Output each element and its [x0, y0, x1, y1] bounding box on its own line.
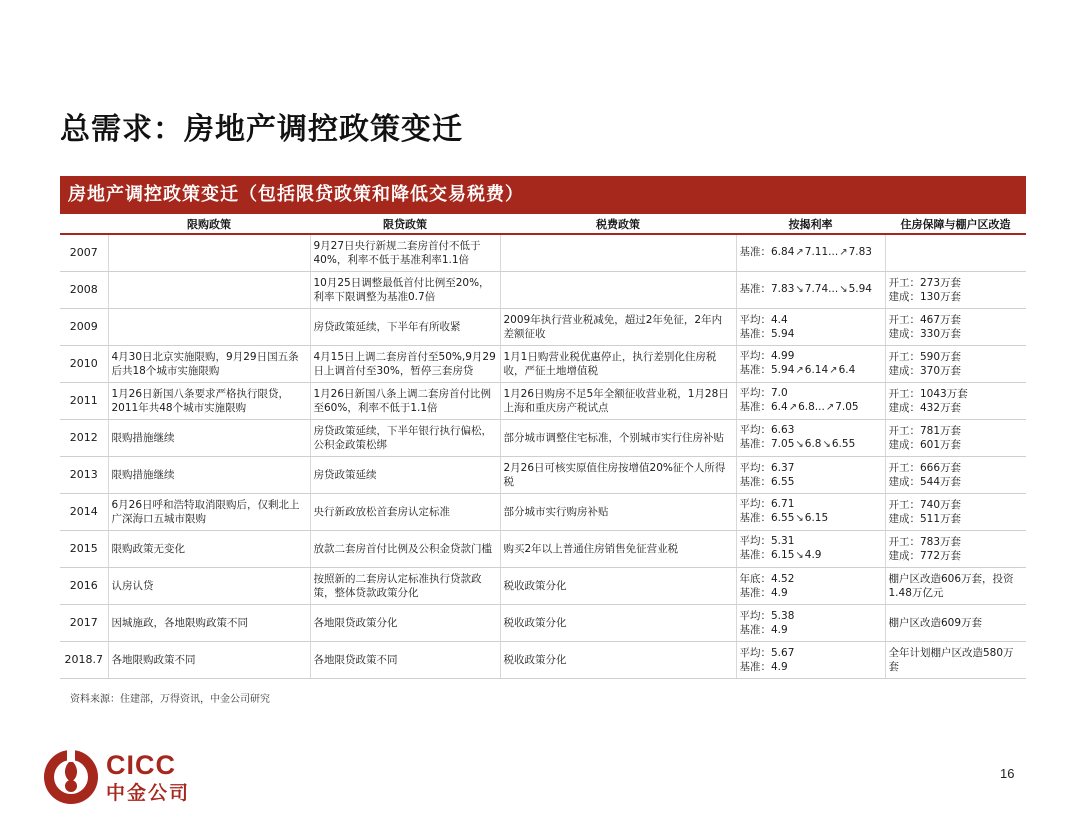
loan-policy-cell: 10月25日调整最低首付比例至20%，利率下限调整为基准0.7倍: [310, 271, 500, 308]
header-loan-policy: 限贷政策: [310, 214, 500, 234]
purchase-policy-cell: [108, 234, 310, 271]
arrow-up-right-icon: ↗: [795, 365, 804, 376]
table-row: [60, 234, 1026, 271]
cicc-logo-mark-icon: [42, 748, 100, 806]
rate-value: 6.14: [804, 364, 829, 376]
housing-security-cell: 棚户区改造606万套，投资1.48万亿元: [885, 567, 1026, 604]
source-note: 资料来源：住建部，万得资讯，中金公司研究: [70, 694, 270, 705]
mortgage-rate-cell: [736, 641, 885, 678]
arrow-down-right-icon: ↘: [795, 284, 804, 295]
rate-value: 4.99: [771, 350, 795, 362]
rate-value: 6.4: [838, 364, 856, 376]
rate-prefix: 基准：: [739, 586, 771, 599]
year-cell: 2007: [60, 234, 108, 271]
rate-value: 6.4: [771, 401, 788, 413]
rate-line: [740, 497, 882, 511]
table-banner: 房地产调控政策变迁（包括限贷政策和降低交易税费）: [60, 176, 1026, 214]
year-cell: 2008: [60, 271, 108, 308]
rate-line: [740, 386, 882, 400]
year-cell: 2012: [60, 419, 108, 456]
arrow-up-right-icon: ↗: [829, 365, 838, 376]
rate-prefix: 平均：: [739, 313, 771, 326]
purchase-policy-cell: 限购措施继续: [108, 456, 310, 493]
tax-policy-cell: 税收政策分化: [500, 604, 736, 641]
arrow-down-right-icon: ↘: [795, 513, 804, 524]
rate-line: [740, 423, 882, 437]
header-tax-policy: 税费政策: [500, 214, 736, 234]
mortgage-rate-cell: [736, 530, 885, 567]
rate-prefix: 平均：: [739, 461, 771, 474]
table-row: [60, 271, 1026, 308]
rate-prefix: 平均：: [739, 646, 771, 659]
mortgage-rate-cell: [736, 604, 885, 641]
table-row: [60, 567, 1026, 604]
rate-prefix: 平均：: [739, 387, 771, 399]
rate-value: 7.05: [835, 401, 859, 413]
page-number: 16: [1000, 766, 1015, 781]
rate-prefix: 基准：: [739, 475, 771, 488]
loan-policy-cell: 1月26日新国八条上调二套房首付比例至60%，利率不低于1.1倍: [310, 382, 500, 419]
mortgage-rate-cell: [736, 382, 885, 419]
rate-value: 6.55: [831, 438, 856, 450]
purchase-policy-cell: 1月26日新国八条要求严格执行限贷，2011年共48个城市实施限购: [108, 382, 310, 419]
housing-security-cell: 开工：273万套 建成：130万套: [885, 271, 1026, 308]
arrow-up-right-icon: ↗: [788, 402, 798, 413]
arrow-down-right-icon: ↘: [795, 550, 804, 561]
rate-line: [740, 282, 882, 297]
rate-prefix: 基准：: [739, 401, 771, 413]
year-cell: 2009: [60, 308, 108, 345]
rate-prefix: 平均：: [739, 350, 771, 362]
mortgage-rate-cell: [736, 308, 885, 345]
arrow-up-right-icon: ↗: [795, 247, 804, 259]
housing-security-cell: 开工：590万套 建成：370万套: [885, 345, 1026, 382]
year-cell: 2013: [60, 456, 108, 493]
header-housing-security: 住房保障与棚户区改造: [885, 214, 1026, 234]
loan-policy-cell: 房贷政策延续，下半年银行执行偏松，公积金政策松绑: [310, 419, 500, 456]
rate-line: [740, 363, 882, 378]
mortgage-rate-cell: [736, 345, 885, 382]
header-year: [60, 214, 108, 234]
table-row: [60, 530, 1026, 567]
rate-prefix: 基准：: [739, 327, 771, 340]
purchase-policy-cell: 限购措施继续: [108, 419, 310, 456]
rate-prefix: 基准：: [739, 660, 771, 673]
rate-line: [740, 623, 882, 637]
rate-line: [740, 327, 882, 341]
rate-prefix: 基准：: [739, 623, 771, 636]
tax-policy-cell: 购买2年以上普通住房销售免征营业税: [500, 530, 736, 567]
mortgage-rate-cell: [736, 271, 885, 308]
year-cell: 2017: [60, 604, 108, 641]
year-cell: 2016: [60, 567, 108, 604]
loan-policy-cell: 放款二套房首付比例及公积金贷款门槛: [310, 530, 500, 567]
rate-line: [740, 475, 882, 489]
rate-line: [740, 586, 882, 600]
year-cell: 2011: [60, 382, 108, 419]
rate-prefix: 基准：: [739, 364, 771, 376]
purchase-policy-cell: 限购政策无变化: [108, 530, 310, 567]
rate-value: 5.38: [771, 609, 795, 622]
rate-prefix: 基准：: [739, 246, 771, 259]
rate-prefix: 平均：: [739, 609, 771, 622]
rate-prefix: 基准：: [739, 283, 771, 295]
tax-policy-cell: 1月1日购营业税优惠停止，执行差别化住房税收，严征土地增值税: [500, 345, 736, 382]
tax-policy-cell: 部分城市调整住宅标准，个别城市实行住房补贴: [500, 419, 736, 456]
rate-value: 6.15: [771, 549, 795, 561]
purchase-policy-cell: 因城施政，各地限购政策不同: [108, 604, 310, 641]
rate-prefix: 年底：: [739, 572, 771, 585]
rate-value: 7.05: [771, 438, 795, 450]
loan-policy-cell: 按照新的二套房认定标准执行贷款政策，整体贷款政策分化: [310, 567, 500, 604]
year-cell: 2015: [60, 530, 108, 567]
rate-value: 5.31: [771, 535, 795, 547]
mortgage-rate-cell: [736, 456, 885, 493]
loan-policy-cell: 4月15日上调二套房首付至50%,9月29日上调首付至30%，暂停三套房贷: [310, 345, 500, 382]
tax-policy-cell: 税收政策分化: [500, 567, 736, 604]
housing-security-cell: 开工：1043万套 建成：432万套: [885, 382, 1026, 419]
rate-line: [740, 400, 882, 415]
rate-line: [740, 646, 882, 660]
rate-value: 5.94: [771, 327, 795, 340]
rate-value: 6.71: [771, 498, 795, 510]
purchase-policy-cell: 各地限购政策不同: [108, 641, 310, 678]
rate-line: [740, 534, 882, 548]
year-cell: 2014: [60, 493, 108, 530]
housing-security-cell: 全年计划棚户区改造580万套: [885, 641, 1026, 678]
rate-value: 5.94: [848, 283, 872, 295]
rate-value: 6.55: [771, 475, 795, 488]
rate-value: 7.83: [771, 283, 795, 295]
rate-value: 6.84: [771, 246, 795, 259]
rate-value: 4.9: [771, 660, 788, 673]
rate-prefix: 基准：: [739, 512, 771, 524]
housing-security-cell: 棚户区改造609万套: [885, 604, 1026, 641]
rate-value: 6.37: [771, 461, 795, 474]
loan-policy-cell: 央行新政放松首套房认定标准: [310, 493, 500, 530]
logo-text-en: CICC: [106, 750, 176, 780]
rate-value: 6.15: [804, 512, 829, 524]
cicc-logo: [42, 748, 202, 808]
loan-policy-cell: 9月27日央行新规二套房首付不低于40%，利率不低于基准利率1.1倍: [310, 234, 500, 271]
rate-line: [740, 609, 882, 623]
rate-value: 5.67: [771, 646, 795, 659]
mortgage-rate-cell: [736, 234, 885, 271]
rate-line: [740, 572, 882, 586]
tax-policy-cell: [500, 271, 736, 308]
rate-line: [740, 461, 882, 475]
table-row: [60, 345, 1026, 382]
housing-security-cell: 开工：783万套 建成：772万套: [885, 530, 1026, 567]
rate-value: 6.8...: [798, 401, 825, 413]
page-title: 总需求：房地产调控政策变迁: [60, 112, 463, 147]
loan-policy-cell: 房贷政策延续，下半年有所收紧: [310, 308, 500, 345]
rate-value: 4.9: [804, 549, 822, 561]
rate-line: [740, 437, 882, 452]
housing-security-cell: 开工：467万套 建成：330万套: [885, 308, 1026, 345]
rate-value: 4.52: [771, 572, 795, 585]
purchase-policy-cell: 4月30日北京实施限购，9月29日国五条后共18个城市实施限购: [108, 345, 310, 382]
arrow-down-right-icon: ↘: [822, 439, 831, 450]
rate-prefix: 平均：: [739, 535, 771, 547]
tax-policy-cell: [500, 234, 736, 271]
rate-value: 7.11...: [804, 246, 839, 259]
arrow-up-right-icon: ↗: [825, 402, 835, 413]
rate-value: 6.63: [771, 424, 795, 436]
tax-policy-cell: 2009年执行营业税减免，超过2年免征，2年内差额征收: [500, 308, 736, 345]
rate-value: 7.83: [848, 246, 872, 259]
rate-value: 7.0: [771, 387, 788, 399]
purchase-policy-cell: 6月26日呼和浩特取消限购后，仅剩北上广深海口五城市限购: [108, 493, 310, 530]
rate-line: [740, 349, 882, 363]
loan-policy-cell: 各地限贷政策不同: [310, 641, 500, 678]
rate-prefix: 基准：: [739, 549, 771, 561]
rate-line: [740, 548, 882, 563]
logo-text-cn: 中金公司: [106, 782, 191, 804]
table-row: [60, 308, 1026, 345]
purchase-policy-cell: 认房认贷: [108, 567, 310, 604]
rate-value: 4.9: [771, 586, 788, 599]
arrow-down-right-icon: ↘: [839, 284, 848, 295]
year-cell: 2018.7: [60, 641, 108, 678]
table-row: [60, 456, 1026, 493]
table-row: [60, 604, 1026, 641]
rate-line: [740, 511, 882, 526]
rate-prefix: 平均：: [739, 424, 771, 436]
policy-table-container: [60, 176, 1026, 679]
header-purchase-policy: 限购政策: [108, 214, 310, 234]
loan-policy-cell: 房贷政策延续: [310, 456, 500, 493]
rate-value: 4.9: [771, 623, 788, 636]
header-mortgage-rate: 按揭利率: [736, 214, 885, 234]
policy-table: [60, 214, 1026, 679]
housing-security-cell: [885, 234, 1026, 271]
purchase-policy-cell: [108, 271, 310, 308]
mortgage-rate-cell: [736, 493, 885, 530]
purchase-policy-cell: [108, 308, 310, 345]
tax-policy-cell: 2月26日可核实原值住房按增值20%征个人所得税: [500, 456, 736, 493]
rate-line: [740, 245, 882, 260]
table-body: [60, 234, 1026, 678]
arrow-down-right-icon: ↘: [795, 439, 804, 450]
housing-security-cell: 开工：781万套 建成：601万套: [885, 419, 1026, 456]
table-row: [60, 641, 1026, 678]
arrow-up-right-icon: ↗: [839, 247, 848, 259]
rate-line: [740, 660, 882, 674]
rate-prefix: 平均：: [739, 498, 771, 510]
tax-policy-cell: 部分城市实行购房补贴: [500, 493, 736, 530]
rate-value: 5.94: [771, 364, 795, 376]
table-row: [60, 419, 1026, 456]
tax-policy-cell: 1月26日购房不足5年全额征收营业税，1月28日上海和重庆房产税试点: [500, 382, 736, 419]
rate-prefix: 基准：: [739, 438, 771, 450]
table-row: [60, 382, 1026, 419]
housing-security-cell: 开工：740万套 建成：511万套: [885, 493, 1026, 530]
rate-value: 7.74...: [804, 283, 839, 295]
housing-security-cell: 开工：666万套 建成：544万套: [885, 456, 1026, 493]
mortgage-rate-cell: [736, 567, 885, 604]
table-header-row: [60, 214, 1026, 234]
rate-value: 4.4: [771, 313, 788, 326]
rate-line: [740, 313, 882, 327]
mortgage-rate-cell: [736, 419, 885, 456]
year-cell: 2010: [60, 345, 108, 382]
rate-value: 6.55: [771, 512, 795, 524]
loan-policy-cell: 各地限贷政策分化: [310, 604, 500, 641]
tax-policy-cell: 税收政策分化: [500, 641, 736, 678]
table-row: [60, 493, 1026, 530]
rate-value: 6.8: [804, 438, 822, 450]
